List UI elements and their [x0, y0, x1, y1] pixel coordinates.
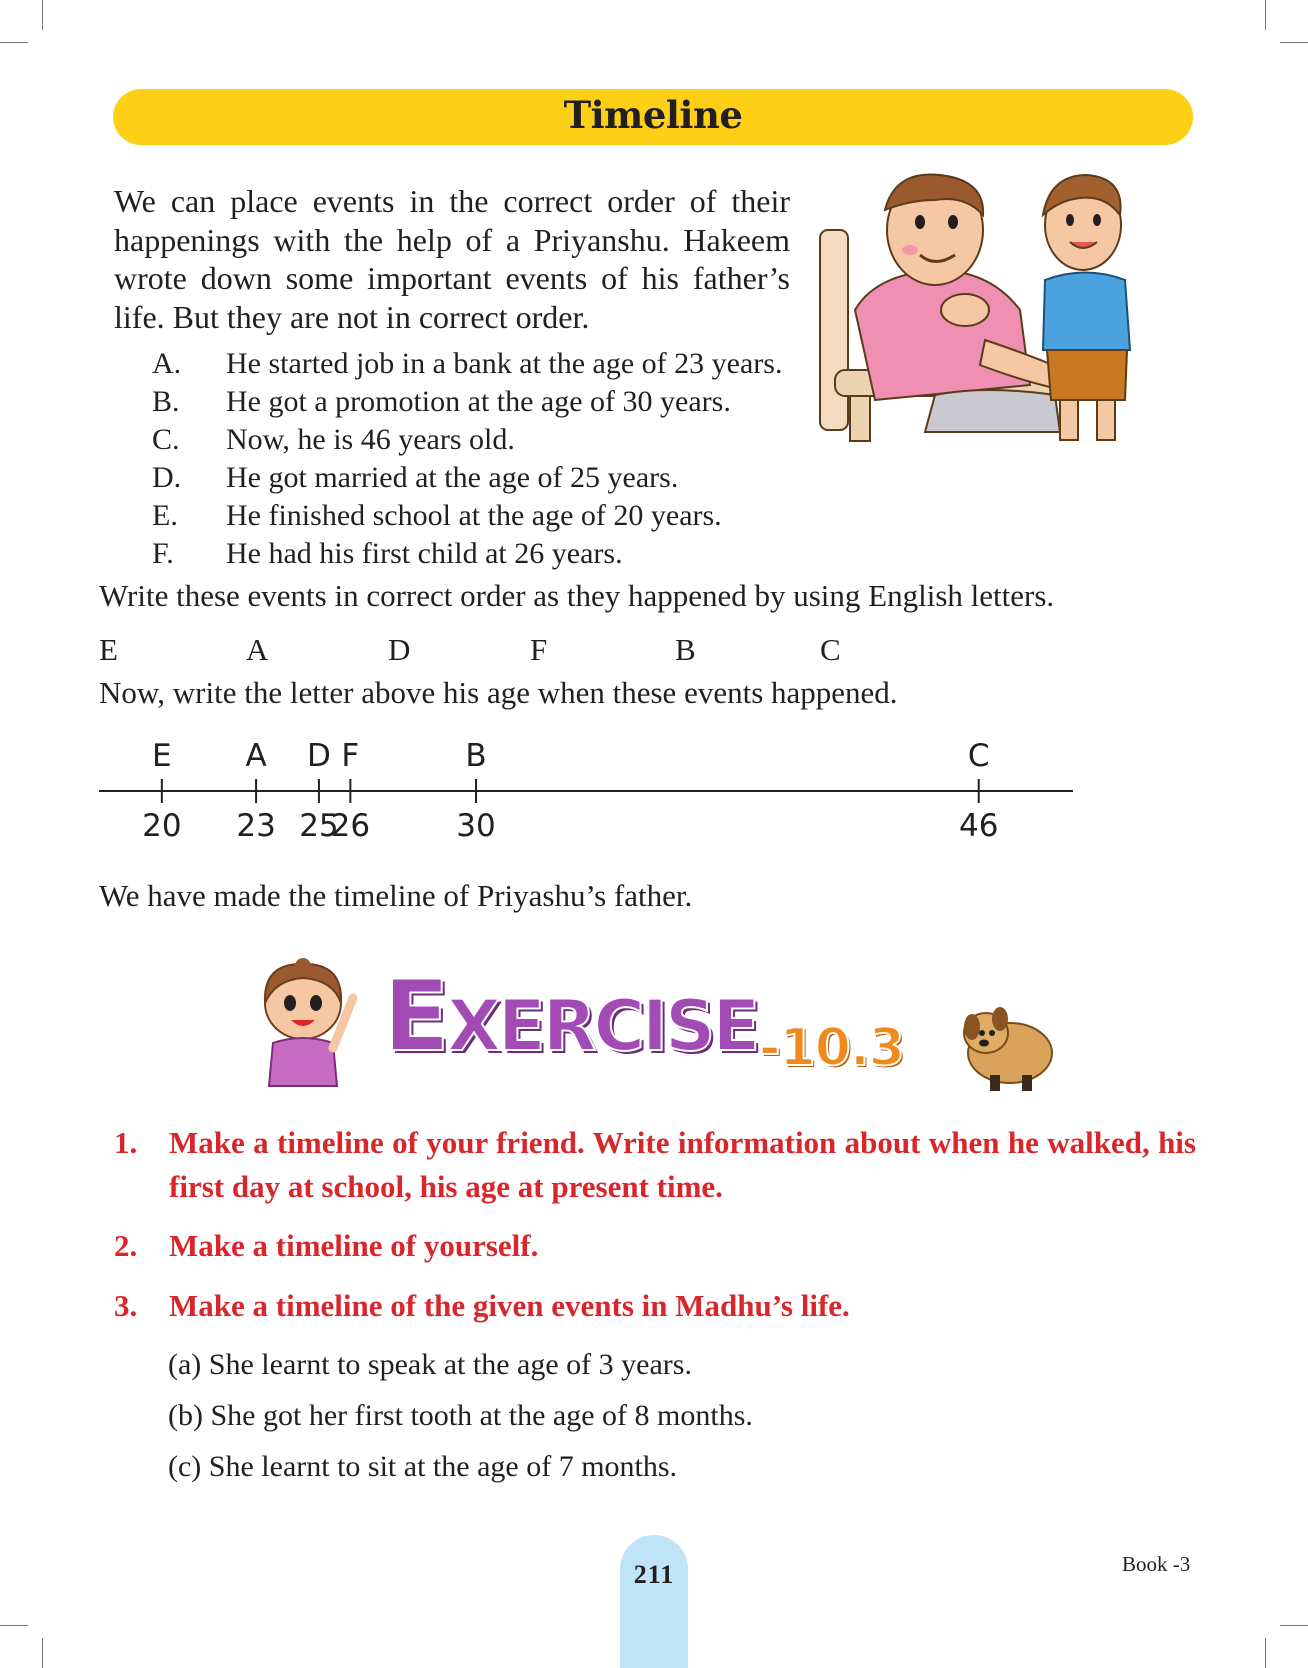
intro-paragraph: We can place events in the correct order of their happenings with the help of a Priyanshu. Hakeem wrote down some important events of his father’s life. But they are not in correct order. [114, 183, 790, 335]
event-letter: B. [152, 385, 180, 418]
page-number: 211 [633, 1560, 675, 1589]
question-item [114, 1224, 1196, 1268]
question-item [114, 1121, 1196, 1209]
question-item [114, 1284, 1196, 1328]
question-text: Make a timeline of the given events in Madhu’s life. [169, 1288, 850, 1323]
timeline-event-letter: B [465, 738, 487, 774]
event-text: He got married at the age of 25 years. [226, 461, 679, 494]
question-text: Make a timeline of yourself. [169, 1228, 539, 1263]
page-title: Timeline [563, 93, 743, 137]
timeline-age-label: 25 [299, 808, 339, 844]
exercise-heading-rest: XERCISE [446, 985, 758, 1067]
event-letter: D. [152, 461, 182, 494]
event-text: He finished school at the age of 20 years. [226, 499, 722, 532]
ordered-letter: F [530, 632, 548, 667]
event-text: He got a promotion at the age of 30 years. [226, 385, 731, 418]
ordered-letter: E [99, 632, 118, 667]
timeline-age-label: 30 [456, 808, 496, 844]
instruction-order: Write these events in correct order as they happened by using English letters. [99, 578, 1055, 613]
timeline-age-label: 20 [142, 808, 182, 844]
timeline-event-letter: C [967, 738, 990, 774]
girl-illustration [253, 958, 363, 1090]
event-text: He had his first child at 26 years. [226, 537, 623, 570]
event-letter: C. [152, 423, 180, 456]
question-number: 3. [114, 1288, 138, 1323]
question-number: 2. [114, 1228, 138, 1263]
timeline-event-letter: F [341, 738, 360, 774]
exercise-heading [383, 960, 758, 1074]
timeline-event-letter: D [306, 738, 331, 774]
event-letter: E. [152, 499, 178, 532]
page-number-tab [620, 1535, 688, 1668]
ordered-letter: C [820, 632, 841, 667]
timeline-age-label: 23 [236, 808, 276, 844]
puppy-illustration [960, 1003, 1060, 1093]
book-label: Book -3 [1122, 1552, 1191, 1576]
timeline-age-label: 26 [330, 808, 371, 844]
sub-item: (c) She learnt to sit at the age of 7 months. [168, 1450, 678, 1483]
timeline-note: We have made the timeline of Priyashu’s father. [99, 878, 693, 913]
event-letter: F. [152, 537, 174, 570]
question-text: Make a timeline of your friend. Write information about when he walked, his first day at school, his age at present time. [169, 1125, 1196, 1204]
exercise-first-letter: E [383, 960, 447, 1074]
sub-item: (a) She learnt to speak at the age of 3 years. [168, 1348, 692, 1381]
event-text: He started job in a bank at the age of 23 years. [226, 347, 783, 380]
sub-item: (b) She got her first tooth at the age of 8 months. [168, 1399, 753, 1432]
exercise-number: -10.3 [759, 1018, 904, 1078]
event-letter: A. [152, 347, 182, 380]
instruction-timeline: Now, write the letter above his age when these events happened. [99, 675, 898, 710]
timeline-event-letter: E [152, 738, 172, 774]
question-number: 1. [114, 1125, 138, 1160]
timeline-age-label: 46 [959, 808, 999, 844]
event-text: Now, he is 46 years old. [226, 423, 515, 456]
ordered-letter: A [246, 632, 269, 667]
ordered-letter: D [388, 632, 411, 667]
ordered-letter: B [675, 632, 696, 667]
timeline-event-letter: A [245, 738, 267, 774]
